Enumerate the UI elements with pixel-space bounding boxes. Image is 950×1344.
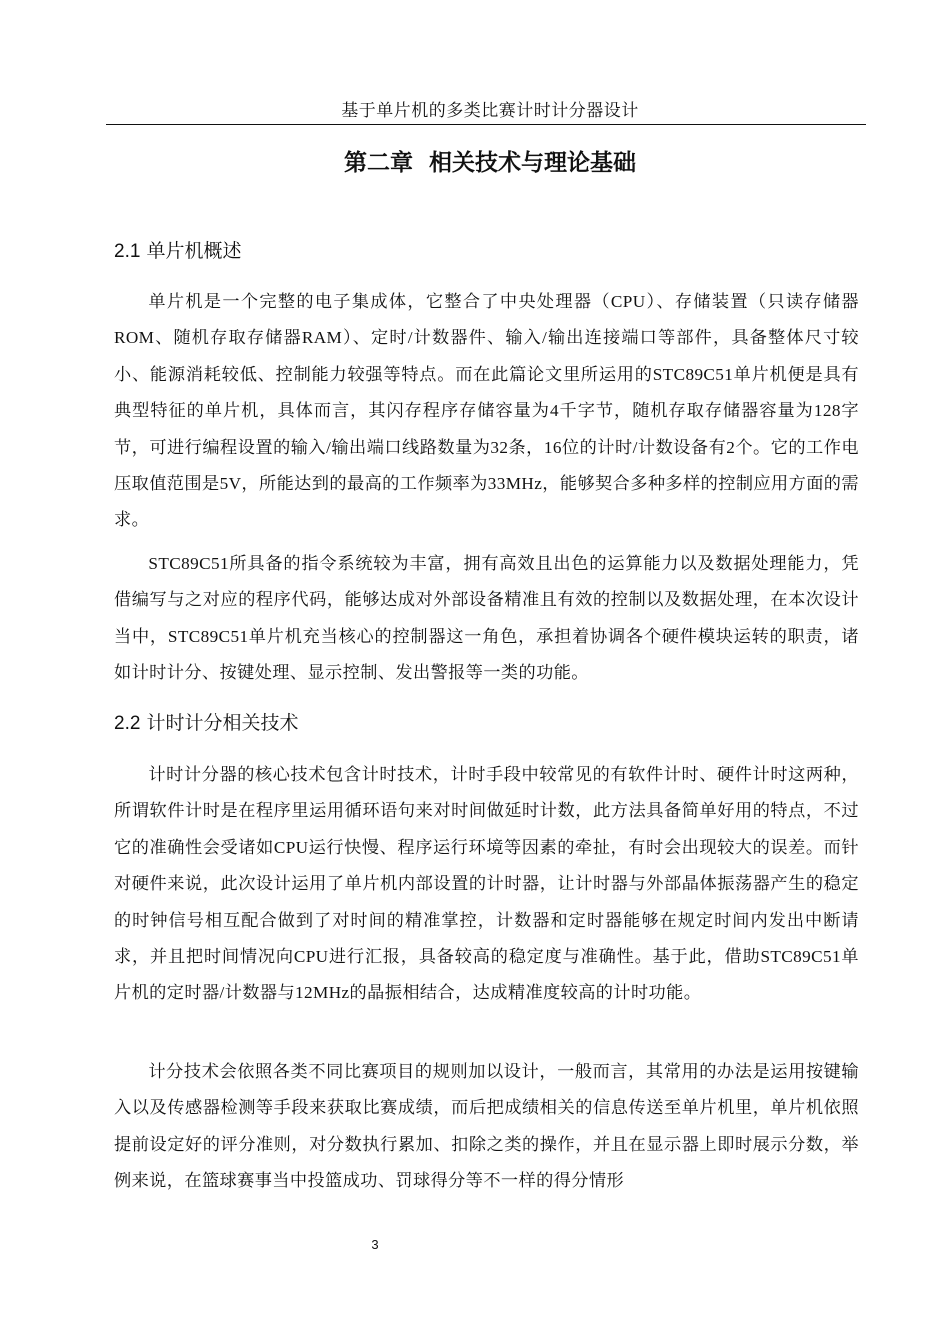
- section-heading-2-1: [114, 236, 866, 267]
- paragraph-timing-technology: 计时计分器的核心技术包含计时技术，计时手段中较常见的有软件计时、硬件计时这两种，所谓软件计时是在程序里运用循环语句来对时间做延时计数，此方法具备简单好用的特点，不过它的准确性会受诸如CPU运行快慢、程序运行环境等因素的牵扯，有时会出现较大的误差。而针对硬件来说，此次设计运用了单片机内部设置的计时器，让计时器与外部晶体振荡器产生的稳定的时钟信号相互配合做到了对时间的精准掌控，计数器和定时器能够在规定时间内发出中断请求，并且把时间情况向CPU进行汇报，具备较高的稳定度与准确性。基于此，借助STC89C51单片机的定时器/计数器与12MHz的晶振相结合，达成精准度较高的计时功能。: [114, 765, 859, 1003]
- chapter-title: 第二章 相关技术与理论基础: [343, 150, 636, 176]
- section-number: 2.2: [114, 713, 141, 734]
- page-number: 3: [371, 1237, 379, 1252]
- header-rule: [106, 124, 866, 125]
- paragraph-scoring-technology: 计分技术会依照各类不同比赛项目的规则加以设计，一般而言，其常用的办法是运用按键输入以及传感器检测等手段来获取比赛成绩，而后把成绩相关的信息传送至单片机里，单片机依照提前设定好的评分准则，对分数执行累加、扣除之类的操作，并且在显示器上即时展示分数，举例来说，在篮球赛事当中投篮成功、罚球得分等不一样的得分情形: [114, 1062, 859, 1191]
- section-heading-2-2: [114, 708, 866, 739]
- paragraph-stc89c51-instructions: STC89C51所具备的指令系统较为丰富，拥有高效且出色的运算能力以及数据处理能力，凭借编写与之对应的程序代码，能够达成对外部设备精准且有效的控制以及数据处理，在本次设计当中，STC89C51单片机充当核心的控制器这一角色，承担着协调各个硬件模块运转的职责，诸如计时计分、按键处理、显示控制、发出警报等一类的功能。: [114, 554, 859, 683]
- section-title: 计时计分相关技术: [146, 712, 299, 734]
- paragraph-mcu-overview: 单片机是一个完整的电子集成体，它整合了中央处理器（CPU）、存储装置（只读存储器ROM、随机存取存储器RAM）、定时/计数器件、输入/输出连接端口等部件，具备整体尺寸较小、能源消耗较低、控制能力较强等特点。而在此篇论文里所运用的STC89C51单片机便是具有典型特征的单片机，具体而言，其闪存程序存储容量为4千字节，随机存取存储器容量为128字节，可进行编程设置的输入/输出端口线路数量为32条，16位的计时/计数设备有2个。它的工作电压取值范围是5V，所能达到的最高的工作频率为33MHz，能够契合多种多样的控制应用方面的需求。: [114, 292, 859, 530]
- section-number: 2.1: [114, 241, 141, 262]
- section-title: 单片机概述: [146, 240, 242, 262]
- running-header: 基于单片机的多类比赛计时计分器设计: [341, 101, 639, 120]
